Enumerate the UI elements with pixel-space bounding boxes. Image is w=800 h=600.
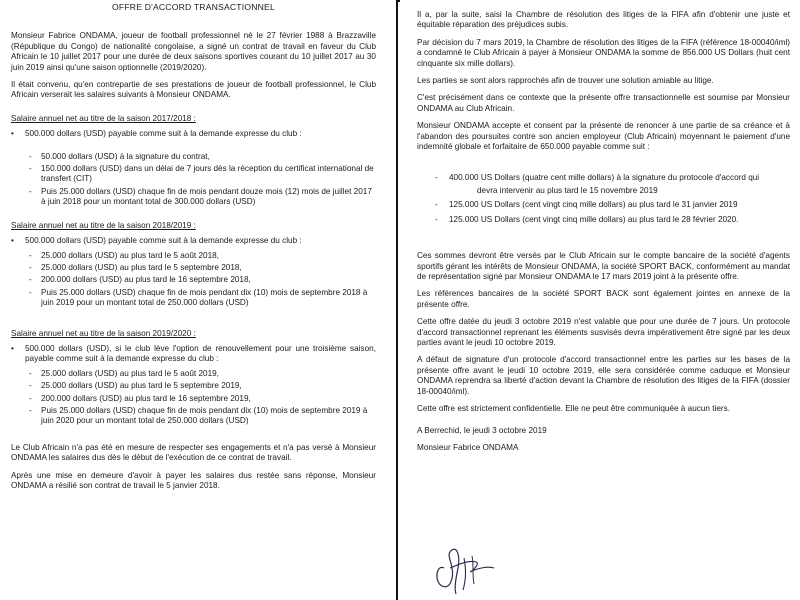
section-2018-list	[39, 251, 376, 309]
acceptance-paragraph: Monsieur ONDAMA accepte et consent par la présente de renoncer à une partie de sa créance et à l'abandon des poursuites contre son ancien employeur (Club Africain) moyennant le paiement d'une indemnité globale et forfaitaire de 650.000 payable comme suit :	[417, 121, 790, 152]
bullet-text: 500.000 dollars (USD) payable comme suit à la demande expresse du club :	[25, 236, 302, 246]
bullet-dot: -	[435, 200, 438, 210]
list-item: - Puis 25.000 dollars (USD) chaque fin de mois pendant douze mois (12) mois de juillet 2017 à juin 2018 pour un montant total de 300.000 dollars (USD)	[39, 187, 376, 208]
bullet-text: 500.000 dollars (USD), si le club lève l'option de renouvellement pour une troisième saison, payable comme suit à la demande expresse du club :	[25, 343, 376, 364]
section-2019-list	[39, 369, 376, 427]
list-item: - 25.000 dollars (USD) au plus tard le 5 septembre 2018,	[39, 263, 376, 273]
fifa-claim-paragraph: Il a, par la suite, saisi la Chambre de résolution des litiges de la FIFA afin d'obtenir une juste et équitable réparation des préjudices subis.	[417, 10, 790, 30]
context-paragraph: C'est précisément dans ce contexte que la présente offre transactionnelle est soumise par Monsieur ONDAMA au Club Africain.	[417, 93, 790, 113]
bullet-dot: •	[11, 236, 14, 246]
list-item: - 50.000 dollars (USD) à la signature du contrat,	[39, 152, 376, 162]
section-2018-heading: Salaire annuel net au titre de la saison 2018/2019 :	[11, 220, 196, 230]
list-item: - 25.000 dollars (USD) au plus tard le 5 septembre 2019,	[39, 381, 376, 391]
place-date: A Berrechid, le jeudi 3 octobre 2019	[417, 426, 547, 436]
list-item: - 25.000 dollars (USD) au plus tard le 5 août 2019,	[39, 369, 376, 379]
payment-2	[435, 200, 790, 210]
page-right	[400, 0, 800, 600]
bullet-text: 500.000 dollars (USD) payable comme suit à la demande expresse du club :	[25, 129, 302, 139]
fifa-decision-paragraph: Par décision du 7 mars 2019, la Chambre de résolution des litiges de la FIFA (référence 18-00040/iml) a condamné le Club Africain à payer à Monsieur ONDAMA la somme de 856.000 US Dollars (huit cent cinquante six mille dollars).	[417, 37, 790, 68]
termination-paragraph: Après une mise en demeure d'avoir à payer les salaires dus restée sans réponse, Monsieur ONDAMA a résilié son contrat de travail le 5 janvier 2018.	[11, 470, 376, 490]
intro-paragraph: Monsieur Fabrice ONDAMA, joueur de football professionnel né le 27 février 1988 à Brazzaville (République du Congo) de nationalité congolaise, a signé un contrat de travail en faveur du Club Africain le 10 juillet 2017 pour une durée de deux saisons sportives courant du 10 juillet 2017 au 30 juin 2019 ainsi qu'une saison optionnelle (2019/2020).	[11, 31, 376, 72]
bank-references-paragraph: Les références bancaires de la société SPORT BACK sont également jointes en annexe de la présente offre.	[417, 289, 790, 309]
payment-1-text: 400.000 US Dollars (quatre cent mille dollars) à la signature du protocole d'accord qui	[449, 173, 760, 183]
bullet-dot: •	[11, 343, 14, 353]
signatory-name: Monsieur Fabrice ONDAMA	[417, 442, 519, 452]
list-item: - 150.000 dollars (USD) dans un délai de 7 jours dès la réception du certificat international de transfert (CIT)	[39, 164, 376, 185]
breach-paragraph: Le Club Africain n'a pas été en mesure de respecter ses engagements et n'a pas versé à Monsieur ONDAMA les salaires dus dès le début de l'exécution de ce contrat de travail.	[11, 442, 376, 463]
handwritten-signature	[430, 538, 500, 596]
section-2017-list	[39, 152, 376, 208]
document-title: OFFRE D'ACCORD TRANSACTIONNEL	[112, 2, 275, 12]
payment-2-text: 125.000 US Dollars (cent vingt cinq mille dollars) au plus tard le 31 janvier 2019	[449, 200, 738, 210]
list-item: - Puis 25.000 dollars (USD) chaque fin de mois pendant dix (10) mois de septembre 2019 à juin 2020 pour un montant total de 250.000 dollars (USD)	[39, 406, 376, 427]
page-left	[0, 0, 398, 600]
validity-paragraph: Cette offre datée du jeudi 3 octobre 2019 n'est valable que pour une durée de 7 jours. Un protocole d'accord transactionnel reprenant les éléments susvisés devra impérativement être signé par les deux parties avant le jeudi 10 octobre 2019.	[417, 317, 790, 347]
list-item: - 200.000 dollars (USD) au plus tard le 16 septembre 2018,	[39, 275, 376, 285]
payment-1-continuation: devra intervenir au plus tard le 15 novembre 2019	[477, 185, 658, 195]
amicable-paragraph: Les parties se sont alors rapprochés afin de trouver une solution amiable au litige.	[417, 76, 714, 86]
bank-transfer-paragraph: Ces sommes devront être versés par le Club Africain sur le compte bancaire de la société d'agents sportifs gérant les intérêts de Monsieur ONDAMA, la société SPORT BACK, conformément au mandat de représentation signé par Monsieur ONDAMA le 17 mars 2019 joint à la présente offre.	[417, 251, 790, 281]
payment-3	[435, 215, 790, 225]
bullet-dot: •	[11, 129, 14, 139]
salary-intro-paragraph: Il était convenu, qu'en contrepartie de ses prestations de joueur de football professionnel, le Club Africain verserait les salaires suivants à Monsieur ONDAMA.	[11, 80, 376, 100]
section-2019-bullet	[11, 344, 376, 365]
payment-3-text: 125.000 US Dollars (cent vingt cinq mille dollars) au plus tard le 28 février 2020.	[449, 214, 739, 224]
bullet-dot: -	[435, 173, 438, 183]
section-2017-heading: Salaire annuel net au titre de la saison 2017/2018 :	[11, 113, 196, 123]
bullet-dot: -	[435, 214, 438, 224]
default-paragraph: A défaut de signature d'un protocole d'accord transactionnel entre les parties sur les bases de la présente offre avant le jeudi 10 octobre 2019, elle sera considérée comme caduque et Monsieur ONDAMA reprendra sa liberté d'action devant la Chambre de résolution des litiges de la FIFA (dossier 18-00040/iml).	[417, 355, 790, 396]
confidentiality-paragraph: Cette offre est strictement confidentielle. Elle ne peut être communiquée à aucun tiers.	[417, 403, 730, 413]
section-2019-heading: Salaire annuel net au titre de la saison 2019/2020 :	[11, 328, 196, 338]
list-item: - 200.000 dollars (USD) au plus tard le 16 septembre 2019,	[39, 394, 376, 404]
list-item: - 25.000 dollars (USD) au plus tard le 5 août 2018,	[39, 251, 376, 261]
section-2017-bullet	[11, 129, 376, 139]
section-2018-bullet	[11, 236, 376, 246]
list-item: - Puis 25.000 dollars (USD) chaque fin de mois pendant dix (10) mois de septembre 2018 à juin 2019 pour un montant total de 250.000 dollars (USD)	[39, 288, 376, 309]
payment-1	[435, 173, 790, 183]
